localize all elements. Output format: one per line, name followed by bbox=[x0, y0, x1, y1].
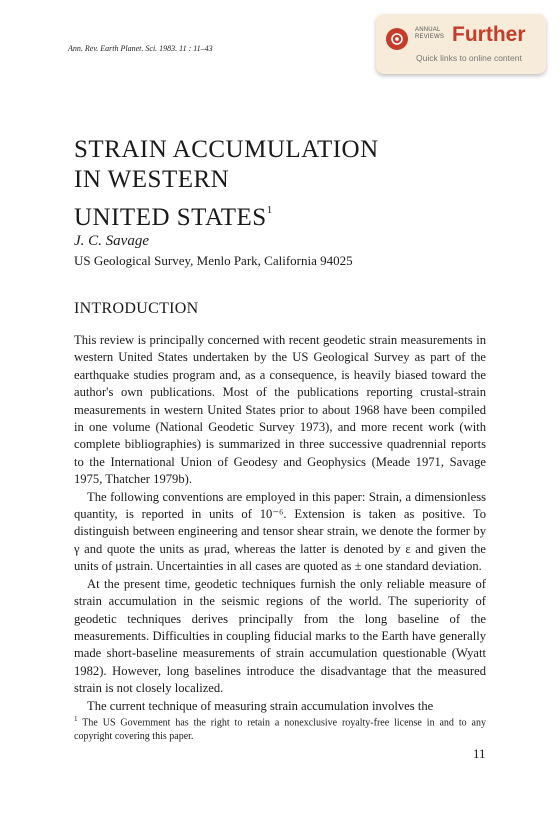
author-name: J. C. Savage bbox=[74, 233, 149, 249]
badge-annual-label: ANNUAL bbox=[415, 27, 441, 33]
article-title bbox=[74, 135, 379, 233]
badge-further-label: Further bbox=[452, 23, 526, 46]
section-heading: INTRODUCTION bbox=[74, 300, 199, 317]
title-line-2: IN WESTERN bbox=[74, 166, 230, 193]
footnote-text: The US Government has the right to retain a nonexclusive royalty-free license in and to any copyright covering this paper. bbox=[74, 717, 486, 743]
badge-brand-text bbox=[415, 27, 444, 41]
title-footnote-marker[interactable]: 1 bbox=[266, 204, 273, 216]
author-affiliation: US Geological Survey, Menlo Park, California 94025 bbox=[74, 253, 353, 268]
paragraph-1: This review is principally concerned with recent geodetic strain measurements in western United States undertaken by the US Geological Survey as part of the earthquake studies program and, as a consequence, is heavily biased toward the author's own publications. Most of the publications reporting crustal-strain measurements in western United States prior to about 1968 have been compiled in one volume (National Geodetic Survey 1973), and more recent work (with complete bibliographies) is summarized in three successive quadrennial reports to the International Union of Geodesy and Geophysics (Meade 1971, Savage 1975, Thatcher 1979b). bbox=[74, 333, 486, 487]
paragraph-3: At the present time, geodetic techniques furnish the only reliable measure of strain accumulation in the seismic regions of the world. The superiority of geodetic techniques derives principally from the long baseline of the measurements. Difficulties in coupling fiducial marks to the Earth have generally made short-baseline measurements of strain accumulation questionable (Wyatt 1982). However, long baselines introduce the disadvantage that the measured strain is not closely localized. bbox=[74, 576, 486, 696]
paragraph-2: The following conventions are employed in this paper: Strain, a dimensionless quantity, is reported in units of 10⁻⁶. Extension is taken as positive. To distinguish between engineering and tensor shear strain, we denote the former by γ and quote the units as μrad, whereas the latter is denoted by ε and given the units of μstrain. Uncertainties in all cases are quoted as ± one standard deviation. bbox=[74, 489, 486, 574]
badge-subtitle: Quick links to online content bbox=[416, 53, 522, 63]
page-number: 11 bbox=[473, 746, 486, 761]
article-body bbox=[74, 332, 486, 715]
footnote-marker: 1 bbox=[74, 715, 78, 723]
journal-citation: Ann. Rev. Earth Planet. Sci. 1983. 11 : 11–43 bbox=[68, 44, 213, 53]
badge-reviews-label: REVIEWS bbox=[415, 34, 445, 40]
title-line-1: STRAIN ACCUMULATION bbox=[74, 136, 379, 163]
footnote bbox=[74, 712, 486, 744]
annual-reviews-logo-icon bbox=[386, 28, 408, 50]
paragraph-4: The current technique of measuring strain accumulation involves the bbox=[87, 698, 434, 713]
annual-reviews-further-badge[interactable] bbox=[376, 14, 546, 74]
title-line-3: UNITED STATES bbox=[74, 204, 267, 231]
